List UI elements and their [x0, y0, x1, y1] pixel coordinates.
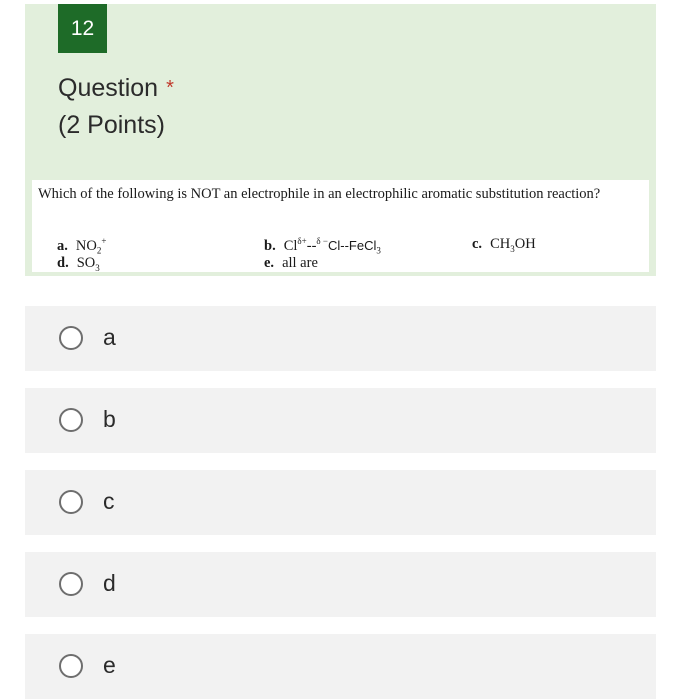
- radio-button[interactable]: [59, 572, 83, 596]
- choice-a: a. $NO_2^+$: [57, 236, 107, 256]
- option-label: d: [103, 570, 116, 596]
- option-label: c: [103, 488, 115, 514]
- radio-button[interactable]: [59, 654, 83, 678]
- question-image: [32, 180, 649, 272]
- choice-d: d. $SO_3$: [57, 255, 100, 273]
- radio-button[interactable]: [59, 408, 83, 432]
- question-number-badge: 12: [58, 4, 107, 53]
- radio-button[interactable]: [59, 490, 83, 514]
- question-card: [25, 4, 656, 276]
- option-e[interactable]: [25, 634, 656, 699]
- option-label: a: [103, 324, 116, 350]
- choice-e: e. all are: [264, 255, 318, 271]
- required-asterisk: *: [166, 77, 174, 99]
- option-label: b: [103, 406, 116, 432]
- question-points: (2 Points): [58, 111, 165, 139]
- choice-b: b. $Cl^{\delta+}--^{\delta -}Cl--FeCl_3$: [264, 236, 381, 256]
- option-label: e: [103, 652, 116, 678]
- radio-button[interactable]: [59, 326, 83, 350]
- option-b[interactable]: [25, 388, 656, 453]
- option-a[interactable]: [25, 306, 656, 371]
- question-title: [58, 72, 174, 104]
- option-d[interactable]: [25, 552, 656, 617]
- choice-c: c. $CH_3OH$: [472, 236, 536, 254]
- question-title-text: Question: [58, 74, 159, 102]
- question-text: Which of the following is NOT an electrophile in an electrophilic aromatic substitution reaction?: [38, 186, 601, 202]
- option-c[interactable]: [25, 470, 656, 535]
